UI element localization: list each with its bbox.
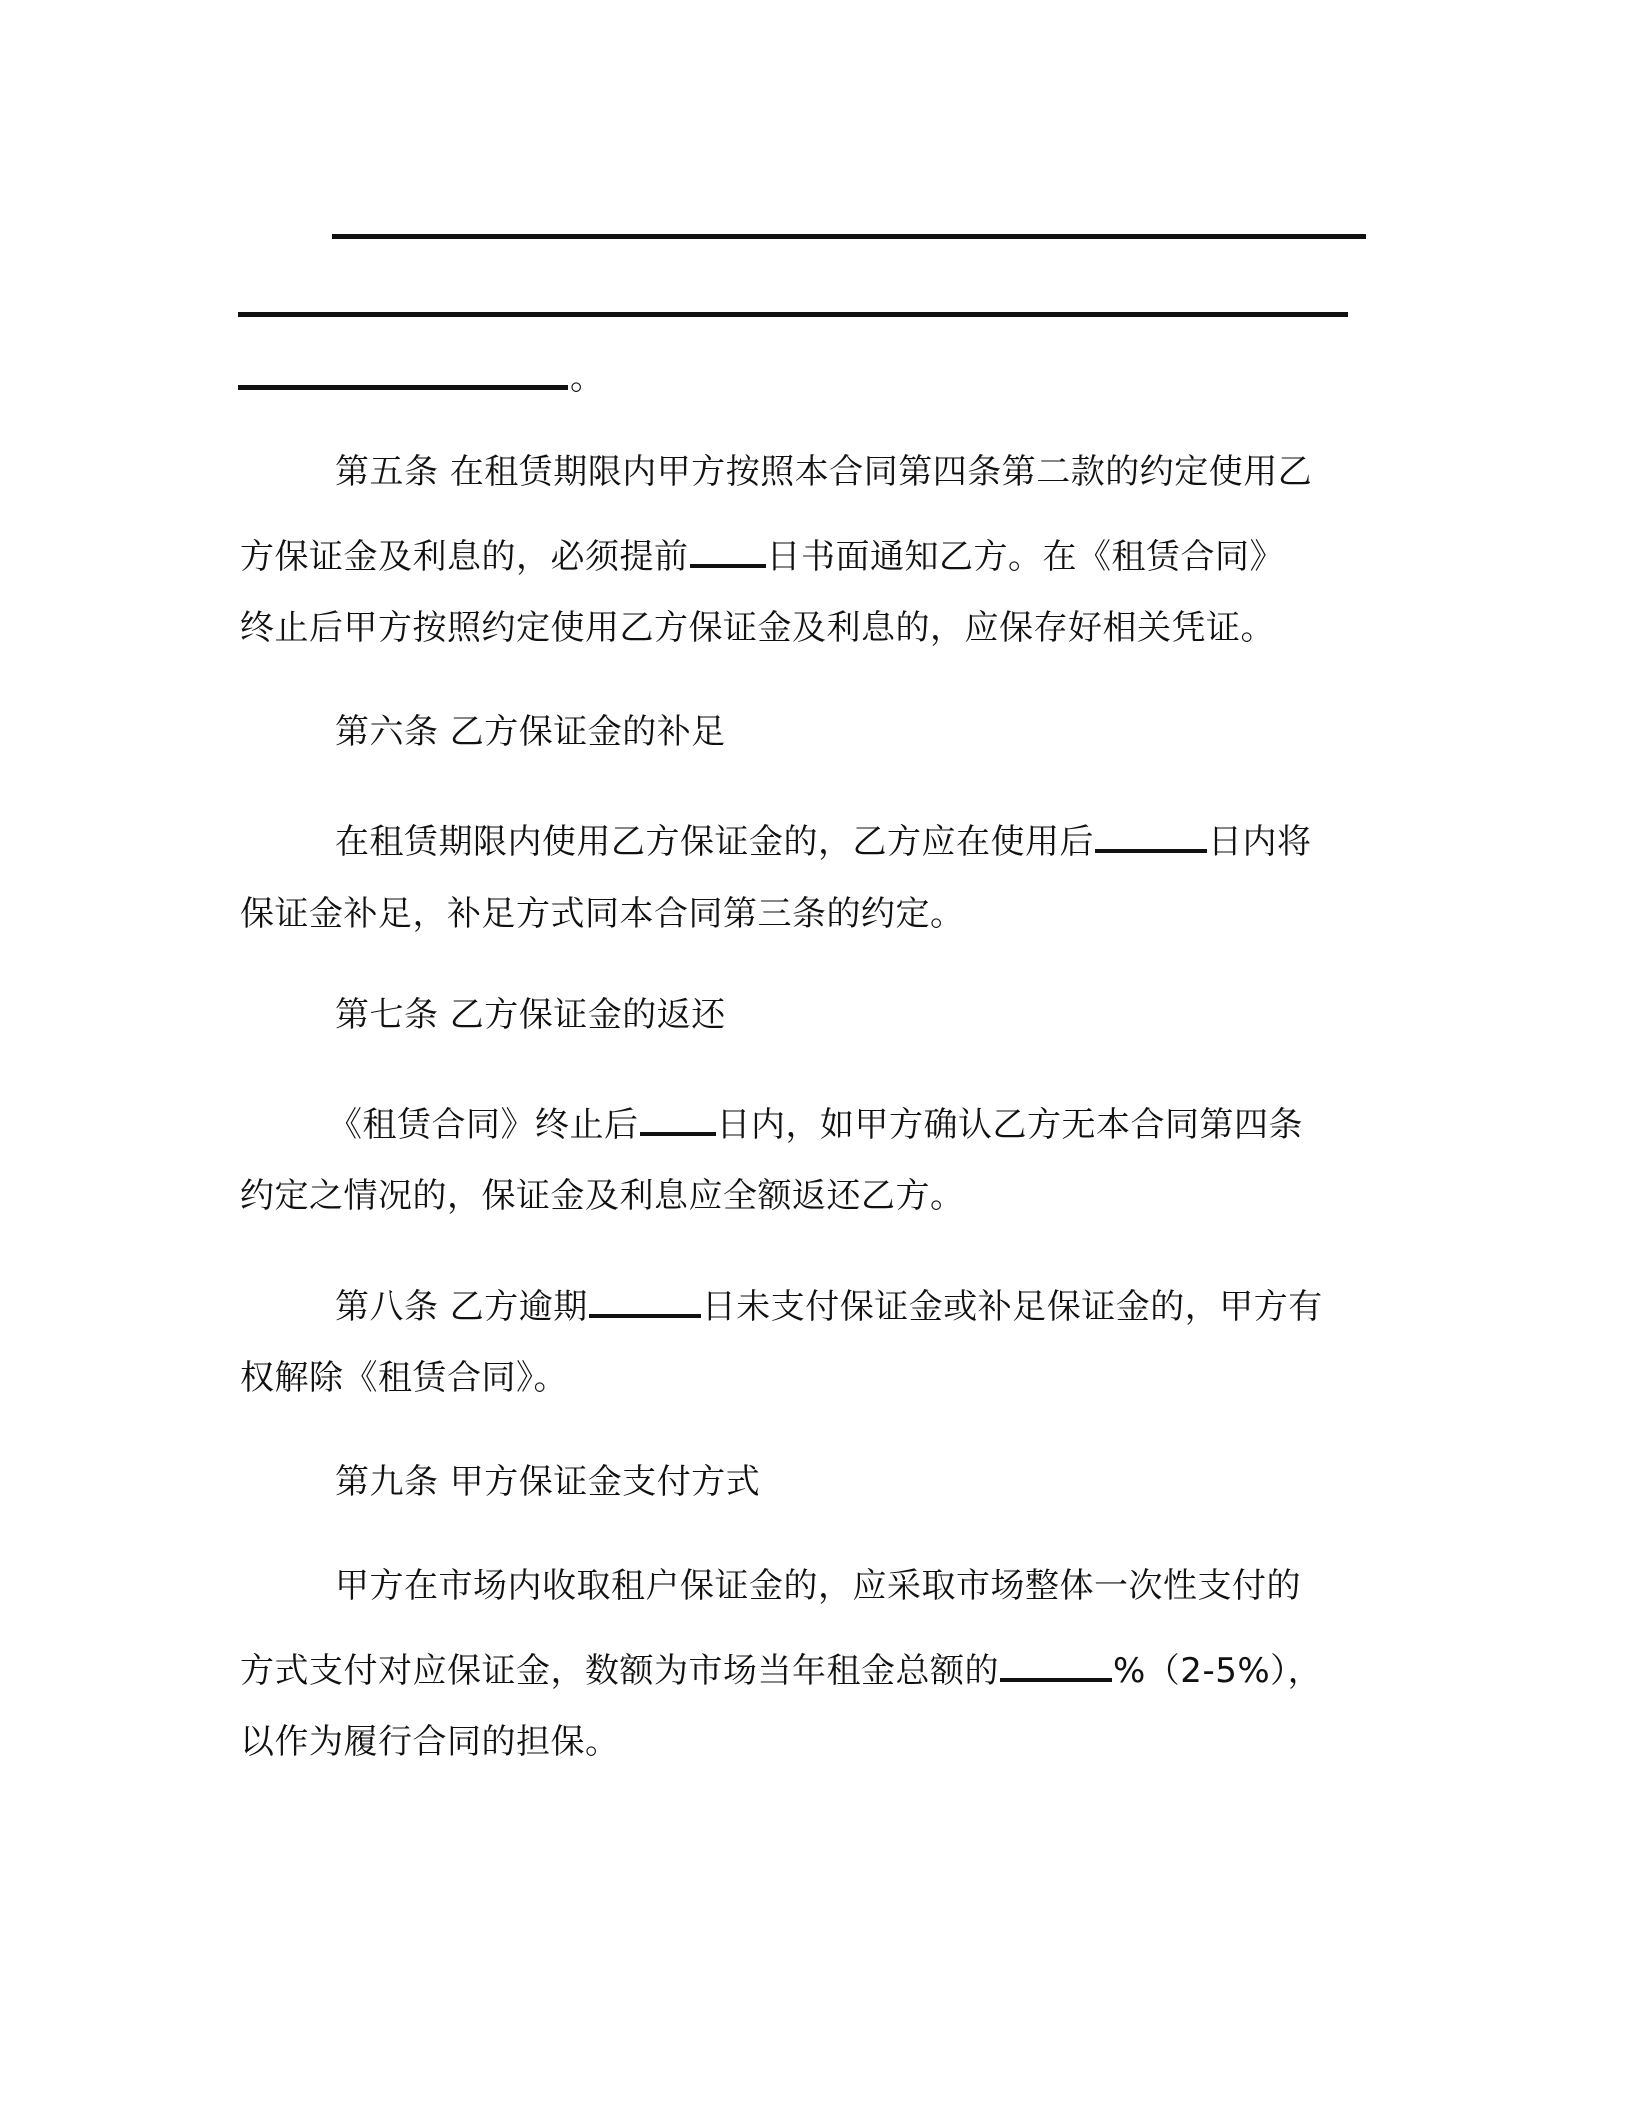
art7-line-1 [328, 1098, 1303, 1145]
fill-line-2 [238, 312, 1348, 317]
art7-line-2: 约定之情况的，保证金及利息应全额返还乙方。 [240, 1176, 965, 1216]
art9-line-1: 甲方在市场内收取租户保证金的，应采取市场整体一次性支付的 [335, 1566, 1301, 1606]
art9-blank-percent[interactable] [1000, 1644, 1112, 1682]
art9-line-2 [240, 1644, 1322, 1691]
art8-line-2: 权解除《租赁合同》。 [240, 1358, 568, 1398]
fill-line-3 [238, 385, 568, 390]
art7-blank-days[interactable] [640, 1098, 716, 1136]
fill-line-1 [332, 234, 1366, 239]
art5-line-2 [240, 530, 1284, 577]
art7-line-1-a: 《租赁合同》终止后 [328, 1105, 639, 1145]
art8-line-1-b: 日未支付保证金或补足保证金的，甲方有 [701, 1287, 1323, 1327]
art6-title: 第六条 乙方保证金的补足 [335, 712, 726, 752]
art6-line-2: 保证金补足，补足方式同本合同第三条的约定。 [240, 894, 965, 934]
art9-line-2-b: %（2-5%）， [1113, 1651, 1323, 1691]
art6-line-1-b: 日内将 [1208, 822, 1312, 862]
art6-line-1-a: 在租赁期限内使用乙方保证金的，乙方应在使用后 [335, 822, 1094, 862]
art5-line-3: 终止后甲方按照约定使用乙方保证金及利息的，应保存好相关凭证。 [240, 608, 1275, 648]
art7-title: 第七条 乙方保证金的返还 [335, 995, 726, 1035]
art5-line-1: 第五条 在租赁期限内甲方按照本合同第四条第二款的约定使用乙 [335, 452, 1313, 492]
art6-blank-days[interactable] [1095, 815, 1207, 853]
art9-line-2-a: 方式支付对应保证金，数额为市场当年租金总额的 [240, 1651, 999, 1691]
art5-blank-days[interactable] [690, 530, 766, 568]
art6-line-1 [335, 815, 1312, 862]
art9-title: 第九条 甲方保证金支付方式 [335, 1462, 761, 1502]
art8-line-1 [335, 1280, 1323, 1327]
art8-line-1-a: 第八条 乙方逾期 [335, 1287, 588, 1327]
art9-line-3: 以作为履行合同的担保。 [240, 1722, 620, 1762]
art5-line-2-b: 日书面通知乙方。在《租赁合同》 [766, 537, 1284, 577]
fill-line-end-mark: 。 [570, 358, 604, 398]
art7-line-1-b: 日内，如甲方确认乙方无本合同第四条 [716, 1105, 1303, 1145]
art5-line-2-a: 方保证金及利息的，必须提前 [240, 537, 689, 577]
art8-blank-days[interactable] [589, 1280, 701, 1318]
